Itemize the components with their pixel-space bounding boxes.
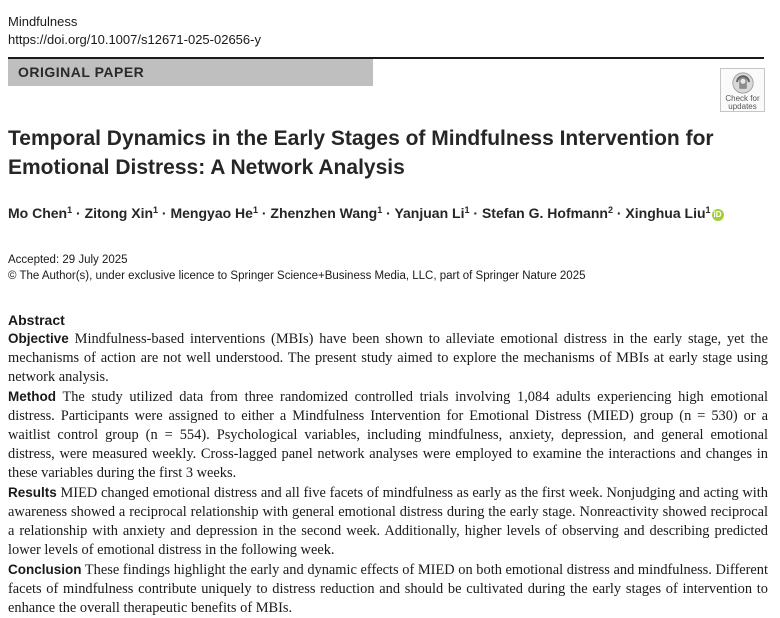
abstract-section-text: MIED changed emotional distress and all five facets of mindfulness as early as the first week. Nonjudging and acting with awareness showed a reciprocal relationship with general emotional distress during the early stage. Nonreactivity showed reciprocal a relationship with anxiety and depression in the second week. Additionally, higher levels of observing and describing predicted lower levels of emotional distress in the following week. [8, 485, 768, 558]
author-affiliation: 1 [153, 205, 159, 215]
author-name[interactable]: Zhenzhen Wang [270, 205, 378, 221]
journal-name: Mindfulness [8, 14, 78, 29]
abstract-section-label: Method [8, 389, 56, 404]
author-affiliation: 1 [377, 205, 383, 215]
abstract-section-text: The study utilized data from three randomized controlled trials involving 1,084 adults experiencing high emotional distress. Participants were assigned to either a Mindfulness Intervention for Emotional Distress (MIED) group (n = 530) or a waitlist control group (n = 554). Psychological variables, including mindfulness, anxiety, depression, and general emotional distress, were measured weekly. Cross-lagged panel network analyses were employed to examine the interactions and changes in these variables during the first 3 weeks. [8, 389, 768, 481]
author-affiliation: 1 [464, 205, 470, 215]
check-for-updates-button[interactable] [720, 68, 765, 112]
author-separator: · [76, 205, 81, 221]
abstract-body [8, 329, 768, 618]
author-name[interactable]: Mo Chen [8, 205, 68, 221]
orcid-icon[interactable]: iD [713, 210, 722, 219]
copyright-notice: © The Author(s), under exclusive licence to Springer Science+Business Media, LLC, part of Springer Nature 2025 [8, 270, 586, 282]
author-name[interactable]: Mengyao He [170, 205, 253, 221]
author-affiliation: 1 [67, 205, 73, 215]
doi-link[interactable]: https://doi.org/10.1007/s12671-025-02656-y [8, 32, 261, 47]
abstract-conclusion [8, 560, 768, 618]
author-name[interactable]: Xinghua Liu [625, 205, 706, 221]
author-separator: · [386, 205, 391, 221]
abstract-results [8, 483, 768, 560]
abstract-heading: Abstract [8, 312, 65, 328]
author-name[interactable]: Zitong Xin [84, 205, 154, 221]
check-updates-icon [730, 72, 756, 94]
abstract-section-label: Objective [8, 331, 69, 346]
check-updates-label: Check for updates [725, 94, 760, 111]
abstract-method [8, 387, 768, 483]
accepted-date: Accepted: 29 July 2025 [8, 254, 128, 266]
abstract-section-text: These findings highlight the early and dynamic effects of MIED on both emotional distress and mindfulness. Different facets of mindfulness contribute uniquely to distress reduction and should be cultivated during the early stages of intervention to enhance the overall therapeutic benefits of MBIs. [8, 562, 768, 616]
author-separator: · [473, 205, 479, 221]
author-affiliation: 1 [705, 205, 711, 215]
abstract-objective [8, 329, 768, 387]
author-name[interactable]: Yanjuan Li [394, 205, 465, 221]
author-affiliation: 2 [607, 205, 613, 215]
paper-title: Temporal Dynamics in the Early Stages of Mindfulness Intervention for Emotional Distress: A Network Analysis [8, 127, 714, 179]
author-separator: · [161, 205, 167, 221]
article-type-band: ORIGINAL PAPER [8, 59, 373, 86]
abstract-section-text: Mindfulness-based interventions (MBIs) have been shown to alleviate emotional distress in the early stage, yet the mechanisms of action are not well understood. The present study aimed to explore the mechanisms of MBIs at early stage using network analysis. [8, 331, 769, 385]
abstract-section-label: Conclusion [8, 562, 82, 577]
author-separator: · [616, 205, 622, 221]
author-separator: · [261, 205, 267, 221]
abstract-section-label: Results [8, 485, 57, 500]
author-list [8, 204, 724, 222]
author-name[interactable]: Stefan G. Hofmann [481, 205, 608, 221]
author-affiliation: 1 [252, 205, 258, 215]
